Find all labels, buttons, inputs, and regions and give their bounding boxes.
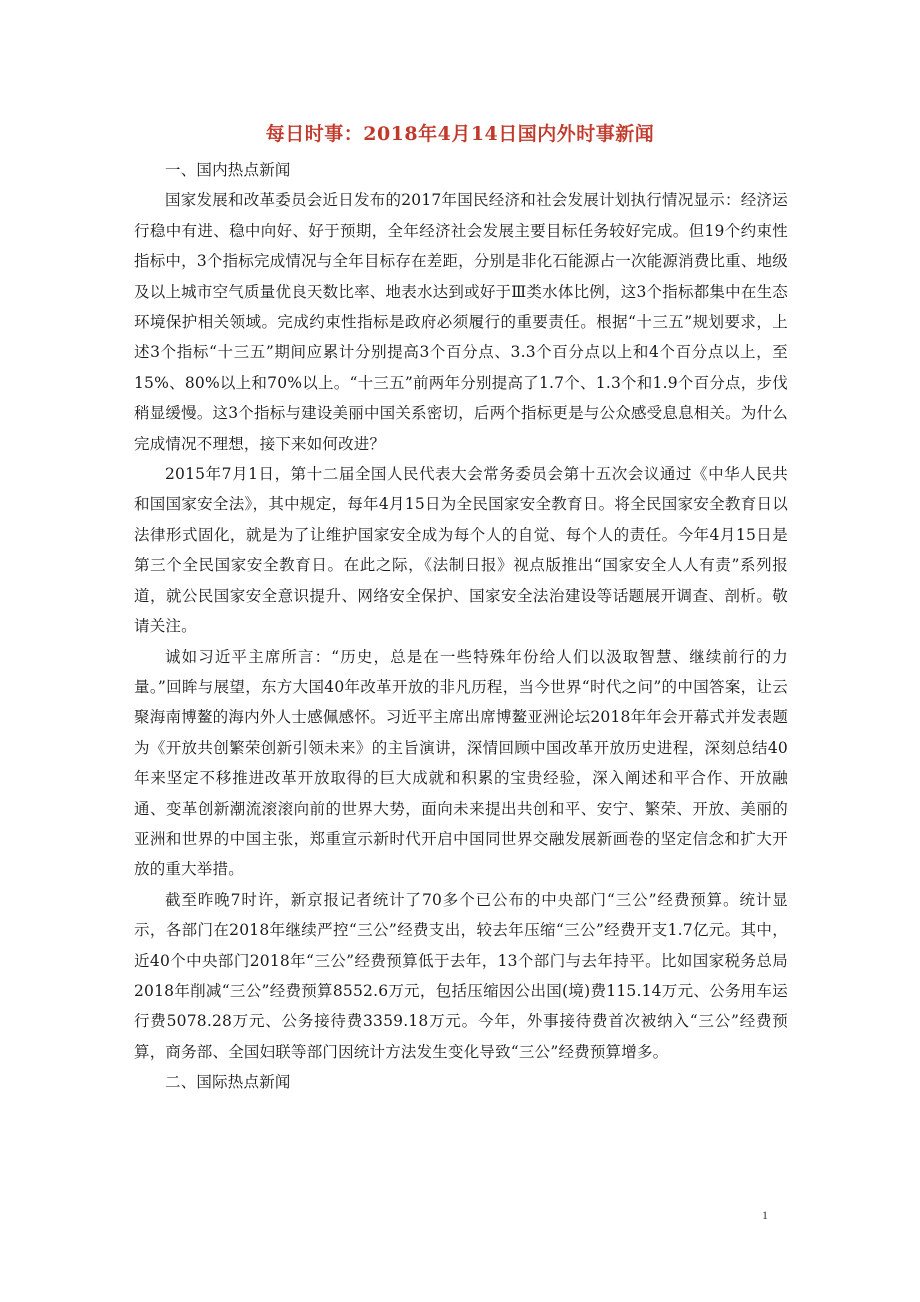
paragraph-ndrc-report: 国家发展和改革委员会近日发布的2017年国民经济和社会发展计划执行情况显示：经济运行稳中有进、稳中向好、好于预期，全年经济社会发展主要目标任务较好完成。但19个约束性指标中，3个指标完成情况与全年目标存在差距，分别是非化石能源占一次能源消费比重、地级及以上城市空气质量优良天数比率、地表水达到或好于Ⅲ类水体比例，这3个指标都集中在生态环境保护相关领域。完成约束性指标是政府必须履行的重要责任。根据“十三五”规划要求，上述3个指标“十三五”期间应累计分别提高3个百分点、3.3个百分点以上和4个百分点以上，至15%、80%以上和70%以上。“十三五”前两年分别提高了1.7个、1.3个和1.9个百分点，步伐稍显缓慢。这3个指标与建设美丽中国关系密切，后两个指标更是与公众感受息息相关。为什么完成情况不理想，接下来如何改进？ bbox=[134, 191, 788, 453]
page-number: 1 bbox=[762, 1208, 768, 1222]
section-heading-international: 二、国际热点新闻 bbox=[165, 1073, 291, 1092]
paragraph-boao-forum: 诚如习近平主席所言：“历史，总是在一些特殊年份给人们以汲取智慧、继续前行的力量。”回眸与展望，东方大国40年改革开放的非凡历程，当今世界“时代之问”的中国答案，让云聚海南博鳌的海内外人士感佩感怀。习近平主席出席博鳌亚洲论坛2018年年会开幕式并发表题为《开放共创繁荣创新引领未来》的主旨演讲，深情回顾中国改革开放历史进程，深刻总结40年来坚定不移推进改革开放取得的巨大成就和积累的宝贵经验，深入阐述和平合作、开放融通、变革创新潮流滚滚向前的世界大势，面向未来提出共创和平、安宁、繁荣、开放、美丽的亚洲和世界的中国主张，郑重宣示新时代开启中国同世界交融发展新画卷的坚定信念和扩大开放的重大举措。 bbox=[134, 647, 788, 879]
document-body bbox=[134, 155, 788, 1098]
paragraph-national-security-day: 2015年7月1日，第十二届全国人民代表大会常务委员会第十五次会议通过《中华人民共和国国家安全法》，其中规定，每年4月15日为全民国家安全教育日。将全民国家安全教育日以法律形式固化，就是为了让维护国家安全成为每个人的自觉、每个人的责任。今年4月15日是第三个全民国家安全教育日。在此之际，《法制日报》视点版推出“国家安全人人有责”系列报道，就公民国家安全意识提升、网络安全保护、国家安全法治建设等话题展开调查、剖析。敬请关注。 bbox=[134, 465, 788, 636]
paragraph-three-public-budget: 截至昨晚7时许，新京报记者统计了70多个已公布的中央部门“三公”经费预算。统计显示，各部门在2018年继续严控“三公”经费支出，较去年压缩“三公”经费开支1.7亿元。其中，近40个中央部门2018年“三公”经费预算低于去年，13个部门与去年持平。比如国家税务总局2018年削减“三公”经费预算8552.6万元，包括压缩因公出国(境)费115.14万元、公务用车运行费5078.28万元、公务接待费3359.18万元。今年，外事接待费首次被纳入“三公”经费预算，商务部、全国妇联等部门因统计方法发生变化导致“三公”经费预算增多。 bbox=[134, 890, 788, 1061]
document-title: 每日时事：2018年4月14日国内外时事新闻 bbox=[265, 123, 655, 145]
section-heading-domestic: 一、国内热点新闻 bbox=[165, 161, 291, 179]
